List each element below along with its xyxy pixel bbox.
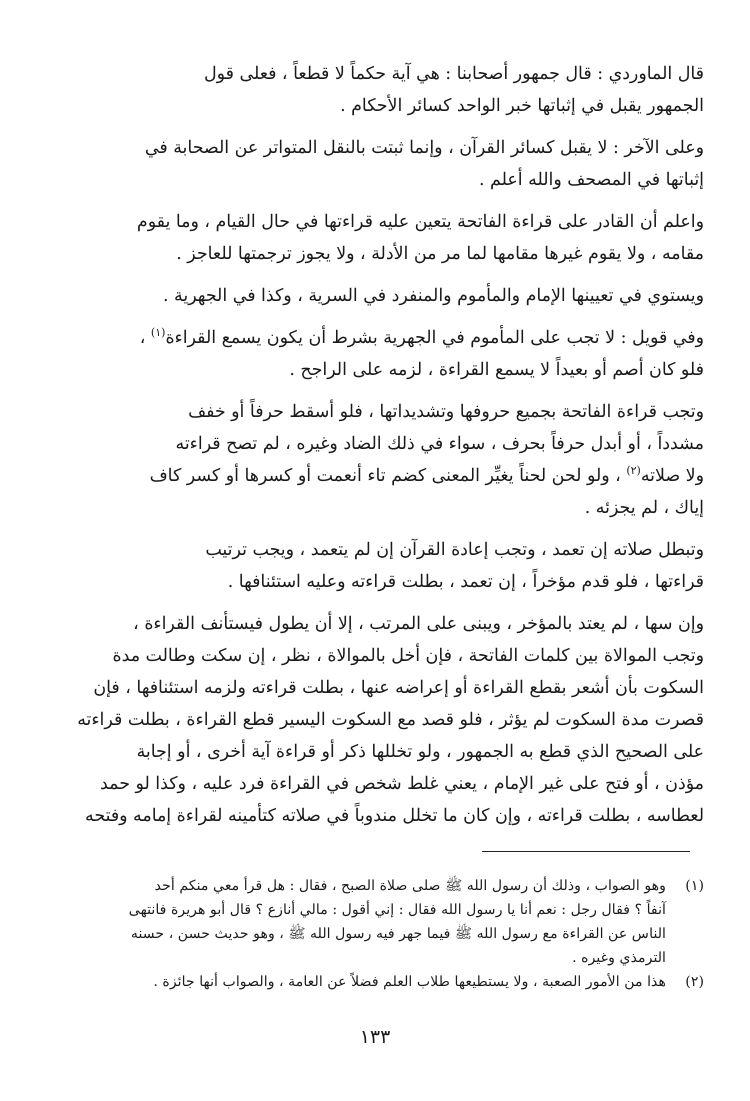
text-line: وعلى الآخر : لا يقبل كسائر القرآن ، وإنما ثبتت بالنقل المتواتر عن الصحابة في <box>144 138 704 158</box>
paragraph-2 <box>44 132 704 196</box>
text-segment: ، ولو لحن لحناً يغيِّر المعنى كضم تاء أنعمت أو كسرها أو كسر كاف <box>149 466 627 486</box>
footnote-number: (١) <box>685 878 704 894</box>
paragraph-5 <box>44 322 704 386</box>
footnote-line: هذا من الأمور الصعبة ، ولا يستطيعها طلاب العلم فضلاً عن العامة ، والصواب أنها جائزة . <box>153 974 666 990</box>
text-line: على الصحيح الذي قطع به الجمهور ، ولو تخللها ذكر أو قراءة آية أخرى ، أو إجابة <box>136 742 704 762</box>
text-line: وإن سها ، لم يعتد بالمؤخر ، ويبنى على المرتب ، إلا أن يطول فيستأنف القراءة ، <box>133 614 704 634</box>
footnotes <box>44 874 704 994</box>
text-segment: وفي قويل : لا تجب على المأموم في الجهرية بشرط أن يكون يسمع القراءة <box>165 328 704 348</box>
text-line <box>44 460 704 492</box>
footnote-line: آنفاً ؟ فقال رجل : نعم أنا يا رسول الله فقال : إني أقول : مالي أنازع ؟ قال أبو هريرة فانتهى <box>128 902 666 918</box>
page-number: ١٣٣ <box>359 1026 391 1048</box>
text-line: مشدداً ، أو أبدل حرفاً بحرف ، سواء في ذلك الضاد وغيره ، لم تصح قراءته <box>175 434 704 454</box>
text-line: فلو كان أصم أو بعيداً لا يسمع القراءة ، لزمه على الراجح . <box>289 360 704 380</box>
footnote-1 <box>44 874 704 970</box>
text-segment: ولا صلاته <box>640 466 704 486</box>
footnote-divider <box>482 851 690 852</box>
text-line: إثباتها في المصحف والله أعلم . <box>479 170 704 190</box>
text-line: قراءتها ، فلو قدم مؤخراً ، إن تعمد ، بطلت قراءته وعليه استئنافها . <box>227 572 704 592</box>
text-line: مؤذن ، أو فتح على غير الإمام ، يعني غلط شخص في القراءة فرد عليه ، وكذا لو حمد <box>100 774 704 794</box>
paragraph-3 <box>44 206 704 270</box>
paragraph-1 <box>44 58 704 122</box>
footnote-2 <box>44 970 704 994</box>
text-segment: ، <box>139 328 151 348</box>
footnote-text <box>44 970 666 994</box>
footnote-ref-1[interactable]: (١) <box>150 326 166 340</box>
footnote-ref-2[interactable]: (٢) <box>626 464 641 478</box>
footnote-number: (٢) <box>685 974 704 990</box>
paragraph-7 <box>44 534 704 598</box>
text-line: قصرت مدة السكوت لم يؤثر ، فلو قصد مع السكوت اليسير قطع القراءة ، بطلت قراءته <box>77 710 704 730</box>
paragraph-4 <box>44 280 704 312</box>
paragraph-8 <box>44 608 704 832</box>
text-line: وتجب قراءة الفاتحة بجميع حروفها وتشديداتها ، فلو أسقط حرفاً أو خفف <box>188 402 704 422</box>
text-line <box>44 322 704 354</box>
text-line: لعطاسه ، بطلت قراءته ، وإن كان ما تخلل مندوباً في صلاته كتأمينه لقراءة إمامه وفتحه <box>85 806 704 826</box>
text-line: الجمهور يقبل في إثباتها خبر الواحد كسائر الأحكام . <box>340 96 704 116</box>
footnote-line: الناس عن القراءة مع رسول الله ﷺ فيما جهر فيه رسول الله ﷺ ، وهو حديث حسن ، حسنه <box>130 926 666 942</box>
text-line: مقامه ، ولا يقوم غيرها مقامها لما مر من الأدلة ، ولا يجوز ترجمتها للعاجز . <box>176 244 704 264</box>
text-line: السكوت بأن أشعر بقطع القراءة أو إعراضه عنها ، بطلت قراءته ولزمه استئنافها ، فإن <box>93 678 704 698</box>
footnote-line: الترمذي وغيره . <box>572 950 666 966</box>
text-line: قال الماوردي : قال جمهور أصحابنا : هي آية حكماً لا قطعاً ، فعلى قول <box>203 64 704 84</box>
text-line: وتجب الموالاة بين كلمات الفاتحة ، فإن أخل بالموالاة ، نظر ، إن سكت وطالت مدة <box>112 646 704 666</box>
footnote-text <box>44 874 666 970</box>
text-line: إياك ، لم يجزئه . <box>584 498 704 518</box>
text-line: واعلم أن القادر على قراءة الفاتحة يتعين عليه قراءتها في حال القيام ، وما يقوم <box>136 212 704 232</box>
text-line: وتبطل صلاته إن تعمد ، وتجب إعادة القرآن إن لم يتعمد ، ويجب ترتيب <box>205 540 704 560</box>
text-line: ويستوي في تعيينها الإمام والمأموم والمنفرد في السرية ، وكذا في الجهرية . <box>162 286 704 306</box>
paragraph-6 <box>44 396 704 524</box>
footnote-line: وهو الصواب ، وذلك أن رسول الله ﷺ صلى صلاة الصبح ، فقال : هل قرأ معي منكم أحد <box>154 878 666 894</box>
